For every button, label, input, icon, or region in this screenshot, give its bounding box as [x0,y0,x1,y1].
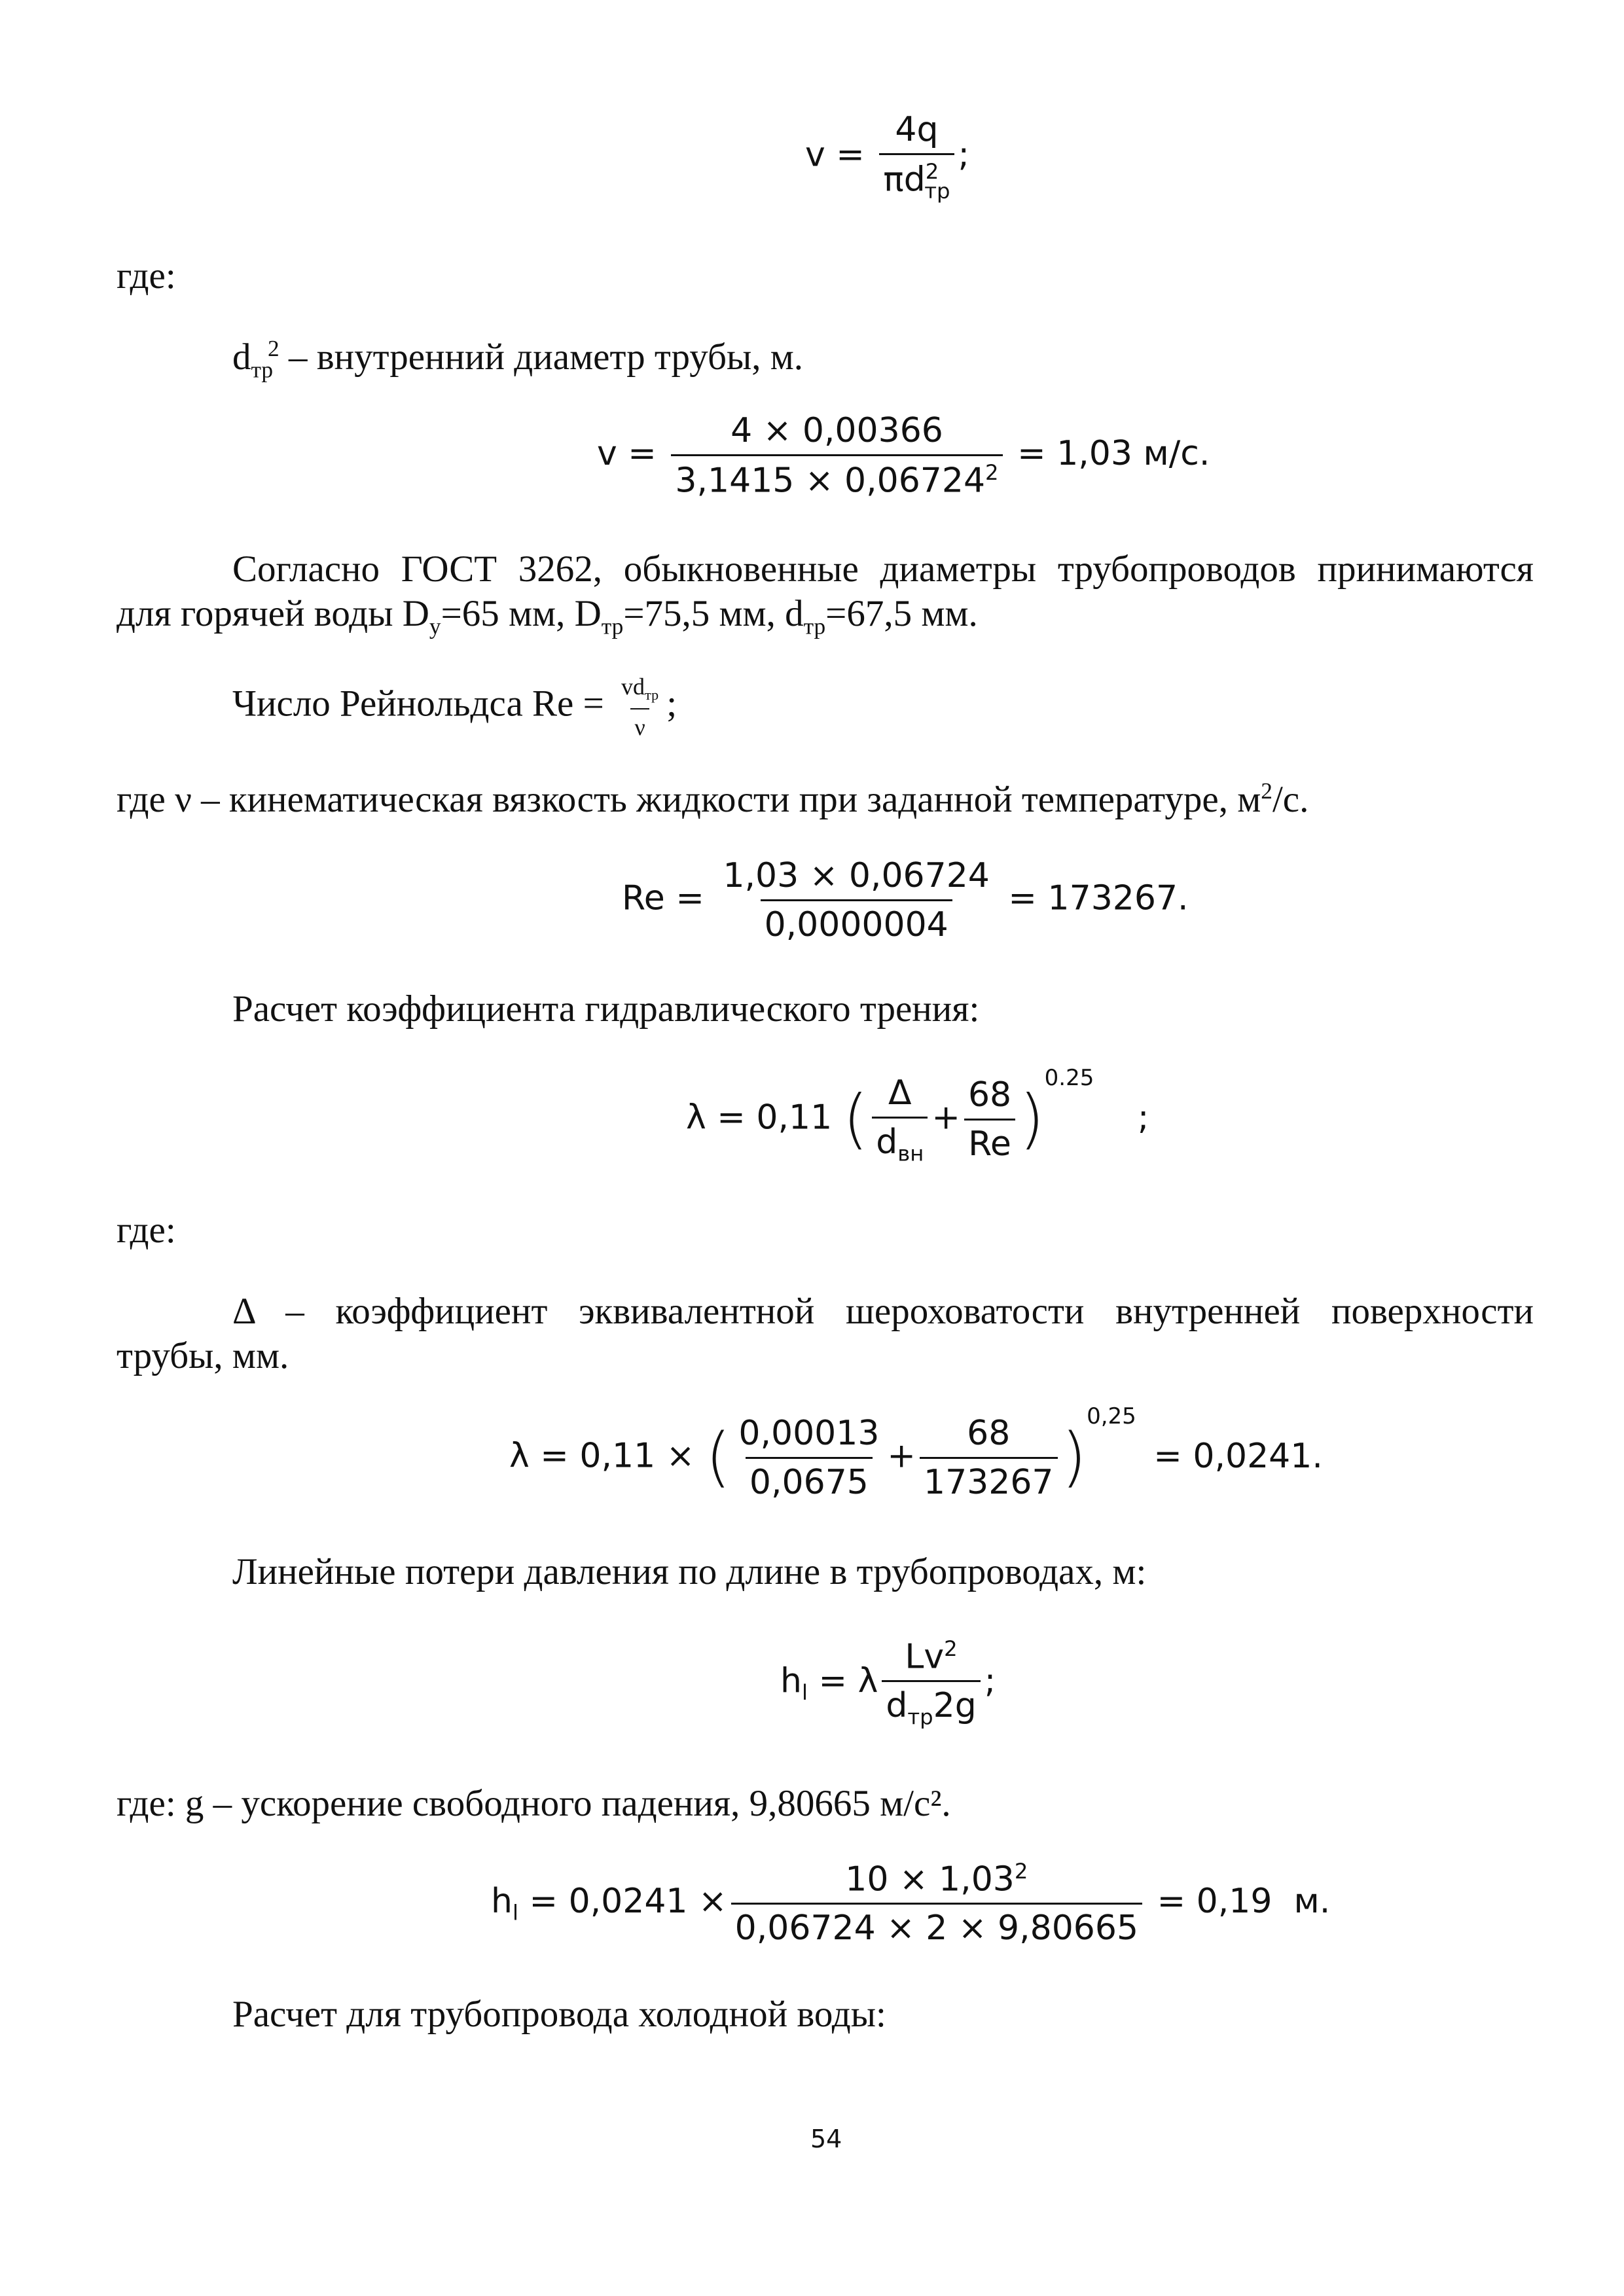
cold-water-heading: Расчет для трубопровода холодной воды: [232,1994,886,2035]
reynolds-formula: Число Рейнольдса Re = $\frac{vd_{тр}}{\nu}$ ; [232,673,677,742]
calc-velocity: v = $\frac{4 \times 0,00366}{3,1415 \times 0,06724^2}$ = 1,03 м/с. [597,411,1210,501]
formula-velocity: v = $\frac{4q}{\pi d^2_{тр}}$ ; [805,110,970,204]
dtr-definition: $d_{тр}^2$ – внутренний диаметр трубы, м. [232,336,804,383]
velocity-fraction: $\frac{4q}{\pi d^2_{тр}}$ [879,110,954,204]
g-definition: где: g – ускорение свободного падения, 9,80665 м/с². [117,1783,951,1824]
gost-line-1: Согласно ГОСТ 3262, обыкновенные диаметры трубопроводов принимаются [232,548,1534,590]
formula-head-loss: $h_l = \lambda$ $\frac{Lv^2}{d_{тр}2g}$ ; [780,1636,996,1730]
page-number: 54 [810,2125,842,2153]
where-label-1: где: [117,255,176,296]
friction-heading: Расчет коэффициента гидравлического трения: [232,988,980,1030]
nu-definition: где ν – кинематическая вязкость жидкости при заданной температуре, $м^2/с$. [117,778,1309,820]
delta-def-line-2: трубы, мм. [117,1335,289,1376]
calc-head-loss: $h_l = 0,0241$ × $\frac{10 \times 1,03^2}{0,06724 \times 2 \times 9,80665}$ = 0,19 м. [491,1859,1331,1948]
where-label-2: где: [117,1210,176,1251]
formula-lambda: λ = 0,11 ( $\frac{\Delta}{d_{вн}}$ + $\frac{68}{Re}$ )$^{0.25}$ ; [686,1065,1149,1166]
calc-reynolds: Re = $\frac{1,03 \times 0,06724}{0,0000004}$ = 173267. [622,856,1189,944]
delta-def-line-1: Δ – коэффициент эквивалентной шероховатости внутренней поверхности [232,1291,1534,1332]
reynolds-fraction: $\frac{vd_{тр}}{\nu}$ [617,673,662,742]
calc-velocity-fraction: $\frac{4 \times 0,00366}{3,1415 \times 0,06724^2}$ [671,411,1002,500]
calc-reynolds-fraction: $\frac{1,03 \times 0,06724}{0,0000004}$ [723,856,990,944]
linear-losses-heading: Линейные потери давления по длине в трубопроводах, м: [232,1551,1147,1592]
calc-lambda: λ = 0,11 × ( $\frac{0,00013}{0,0675}$ + $\frac{68}{173267}$ )$^{0,25}$ = 0,0241. [509,1403,1323,1502]
gost-line-2: для горячей воды $D_у=65$ мм, $D_{тр}=75,5$ мм, $d_{тр}=67,5$ мм. [117,593,978,639]
